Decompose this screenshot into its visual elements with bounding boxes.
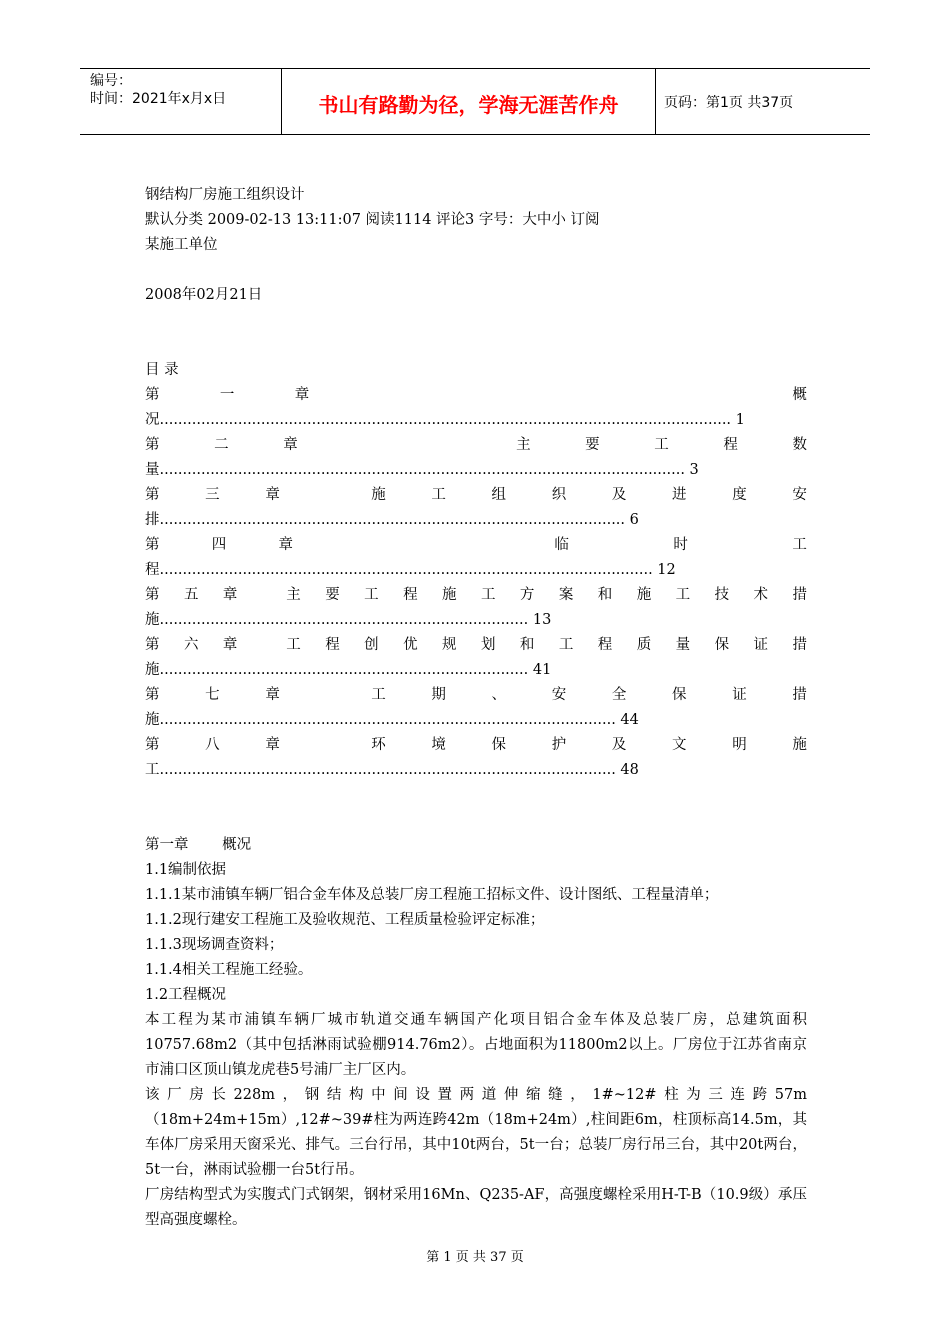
toc-token: 程 [325,637,340,653]
toc-token: 四 [211,537,227,553]
toc-token: 工 [364,587,379,603]
toc-token: 境 [431,737,446,753]
toc-token: 案 [558,587,574,603]
toc-token: 和 [519,637,535,653]
toc-token: 、 [491,687,507,703]
toc-token: 程 [597,637,613,653]
header-meta [80,69,282,134]
toc-token: 施 [636,587,652,603]
toc-token: 划 [480,637,496,653]
toc-token: 和 [597,587,613,603]
toc-token: 工 [675,587,691,603]
toc-entry-leader: 量.................................................................................................................. 3 [145,462,699,478]
toc-entry-leader: 施................................................................................................... 44 [145,712,639,728]
toc-token: 织 [551,487,567,503]
section-1-1: 1.1编制依据 [145,862,227,878]
toc-entry-leader: 施................................................................................ 41 [145,662,552,678]
toc-token: 及 [611,487,627,503]
toc-token: 第 [145,487,160,503]
toc-token: 全 [611,687,627,703]
toc-token: 七 [205,687,220,703]
chapter-1-heading: 第一章 概况 [145,837,252,853]
toc-entry-title [145,533,807,558]
toc-entry-title [145,733,807,758]
toc-token: 规 [442,637,457,653]
toc-token: 工 [480,587,496,603]
toc-token: 质 [636,637,652,653]
toc-token: 措 [792,687,807,703]
toc-entry-leader: 况............................................................................................................................ 1 [145,412,745,428]
item-1-1-4: 1.1.4相关工程施工经验。 [145,962,313,978]
toc-token: 措 [792,587,807,603]
toc-token: 优 [403,637,418,653]
toc-token: 证 [732,687,747,703]
toc-token: 保 [714,637,730,653]
toc-entry-title [145,633,807,658]
toc-token: 要 [325,587,340,603]
toc-token: 及 [611,737,627,753]
toc-entry-leader: 程........................................................................................................... 12 [145,562,676,578]
toc-token: 章 [222,637,238,653]
paragraph-overview: 本工程为某市浦镇车辆厂城市轨道交通车辆国产化项目铝合金车体及总装厂房，总建筑面积10757.68m2（其中包括淋雨试验棚914.76m2）。占地面积为11800m2以上。厂房位于江苏省南京市浦口区顶山镇龙虎巷5号浦厂主厂区内。 [145,1012,807,1078]
toc-token: 一 [219,387,235,403]
toc-token: 章 [222,587,238,603]
toc-token: 度 [732,487,747,503]
toc-token: 工 [792,537,807,553]
item-1-1-1: 1.1.1某市浦镇车辆厂铝合金车体及总装厂房工程施工招标文件、设计图纸、工程量清单； [145,887,719,903]
motto: 书山有路勤为径，学海无涯苦作舟 [282,69,656,134]
toc-token: 术 [753,587,768,603]
number-label: 编号： [90,73,132,89]
toc-token: 主 [516,437,531,453]
toc-token: 数 [792,437,807,453]
toc-token: 保 [672,687,687,703]
section-1-2: 1.2工程概况 [145,987,227,1003]
toc-token: 创 [364,637,379,653]
toc-token: 工 [558,637,574,653]
toc-entry-leader: 工................................................................................................... 48 [145,762,639,778]
toc-entry-title [145,583,807,608]
toc-token: 进 [672,487,687,503]
toc-token: 第 [145,637,160,653]
toc-entry-title [145,383,807,408]
toc-token: 施 [792,737,807,753]
page-info: 页码：第1页 共37页 [664,94,794,111]
doc-meta: 默认分类 2009-02-13 13:11:07 阅读1114 评论3 字号：大中小 订阅 [145,212,600,228]
toc-token: 章 [265,487,280,503]
toc-entry-leader: 施................................................................................ 13 [145,612,552,628]
toc-token: 第 [145,537,160,553]
toc-token: 章 [278,537,294,553]
toc-token: 护 [551,737,567,753]
toc-token: 第 [145,687,160,703]
toc-token: 二 [214,437,229,453]
toc-token: 五 [183,587,199,603]
toc-token: 保 [491,737,507,753]
toc-token: 第 [145,737,160,753]
table-of-contents [145,383,807,783]
toc-heading: 目 录 [145,362,179,378]
toc-token: 程 [723,437,738,453]
toc-token: 安 [551,687,567,703]
toc-entry-title [145,483,807,508]
toc-token: 措 [792,637,807,653]
toc-token: 八 [205,737,220,753]
toc-token: 工 [286,637,301,653]
toc-token: 工 [371,687,386,703]
toc-token: 工 [654,437,669,453]
toc-token: 技 [714,587,730,603]
page-footer: 第 1 页 共 37 页 [426,1250,524,1265]
toc-token: 章 [265,737,280,753]
toc-token: 第 [145,387,160,403]
toc-token: 安 [792,487,807,503]
toc-token: 章 [265,687,280,703]
toc-token: 要 [585,437,600,453]
toc-token: 文 [672,737,687,753]
toc-token: 工 [431,487,446,503]
toc-token: 施 [371,487,386,503]
page-header [80,68,870,135]
toc-token: 章 [283,437,298,453]
doc-title: 钢结构厂房施工组织设计 [145,187,305,203]
toc-entry-leader: 排..................................................................................................... 6 [145,512,639,528]
time-label: 时间：2021年x月x日 [90,91,227,107]
toc-token: 证 [753,637,768,653]
toc-token: 明 [732,737,747,753]
toc-token: 方 [519,587,535,603]
toc-token: 第 [145,437,160,453]
paragraph-structure: 厂房结构型式为实腹式门式钢架，钢材采用16Mn、Q235-AF，高强度螺栓采用H-T-B（10.9级）承压型高强度螺栓。 [145,1187,807,1228]
toc-token: 六 [183,637,199,653]
toc-token: 量 [675,637,691,653]
toc-token: 时 [673,537,688,553]
toc-token: 第 [145,587,160,603]
toc-token: 环 [371,737,386,753]
toc-token: 组 [491,487,507,503]
toc-token: 概 [792,387,807,403]
toc-entry-title [145,433,807,458]
toc-token: 施 [442,587,457,603]
item-1-1-3: 1.1.3现场调查资料； [145,937,284,953]
toc-token: 期 [431,687,446,703]
toc-token: 主 [286,587,301,603]
paragraph-dimensions: 该厂房长228m，钢结构中间设置两道伸缩缝，1#~12#柱为三连跨57m（18m+24m+15m）,12#~39#柱为两连跨42m（18m+24m）,柱间距6m，柱顶标高14.5m，其车体厂房采用天窗采光、排气。三台行吊，其中10t两台，5t一台；总装厂房行吊三台，其中20t两台，5t一台，淋雨试验棚一台5t行吊。 [145,1087,807,1178]
toc-token: 三 [205,487,220,503]
toc-token: 程 [403,587,418,603]
toc-token: 章 [294,387,310,403]
doc-unit: 某施工单位 [145,237,218,253]
document-body [145,183,807,1233]
item-1-1-2: 1.1.2现行建安工程施工及验收规范、工程质量检验评定标准； [145,912,545,928]
toc-entry-title [145,683,807,708]
doc-date: 2008年02月21日 [145,287,263,303]
toc-token: 临 [554,537,569,553]
